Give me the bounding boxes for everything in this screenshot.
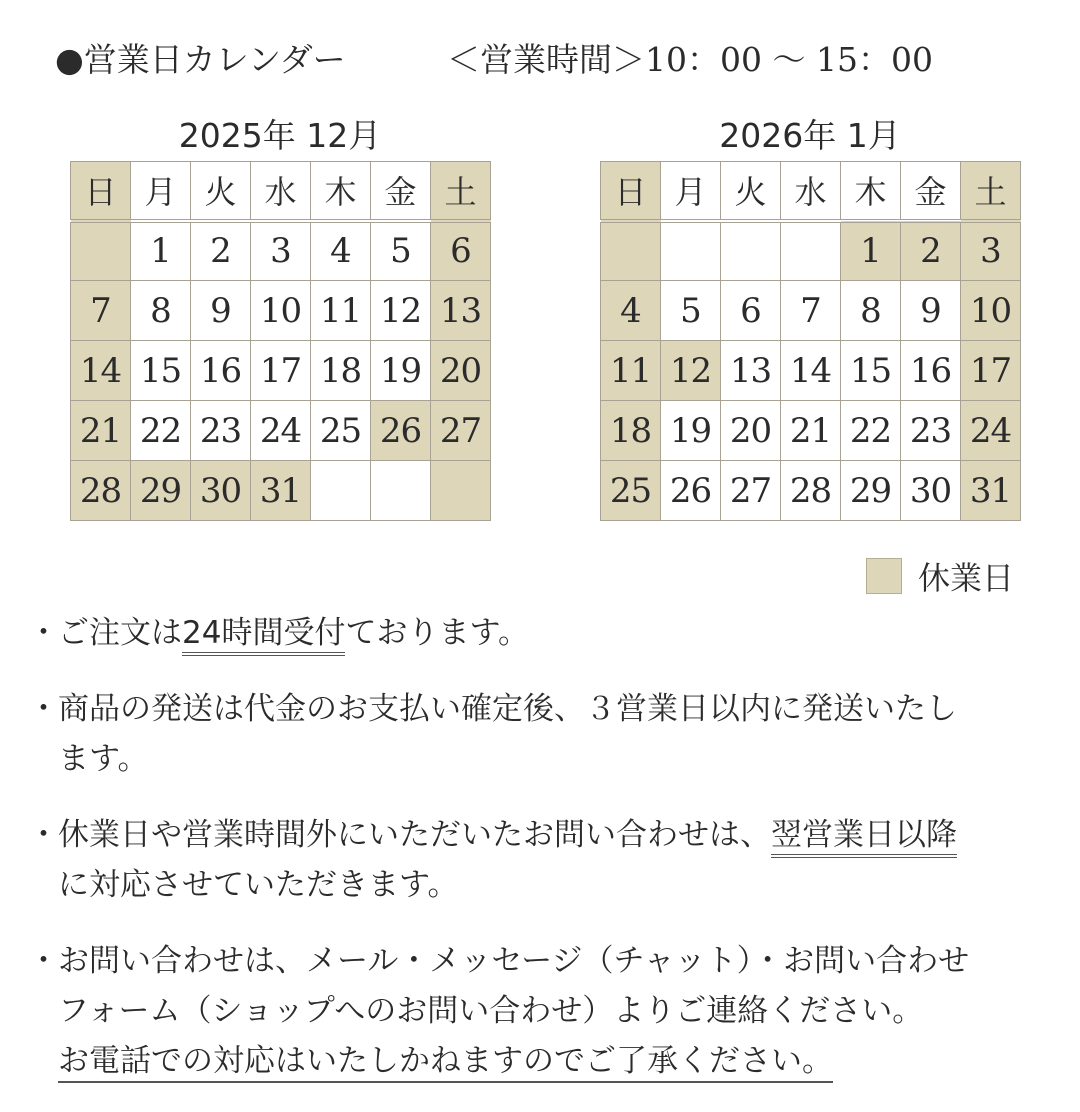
weekday-header: 日	[71, 162, 131, 221]
calendar-day-cell: 23	[901, 401, 961, 461]
calendar-day-cell: 30	[191, 461, 251, 521]
note-bullet: ・	[28, 943, 59, 979]
calendar-day-cell: 7	[781, 281, 841, 341]
calendar-day-cell: 6	[721, 281, 781, 341]
note-text: に対応させていただきます。	[58, 867, 459, 903]
note-text: ます。	[58, 741, 149, 777]
calendar-week-row	[601, 401, 1021, 461]
calendar-day-cell: 24	[961, 401, 1021, 461]
calendar-day-cell: 27	[721, 461, 781, 521]
calendar-day-cell: 7	[71, 281, 131, 341]
calendar-day-cell: 3	[961, 221, 1021, 281]
note-item	[28, 608, 1058, 658]
calendar-day-cell: 19	[371, 341, 431, 401]
weekday-header: 金	[371, 162, 431, 221]
business-hours-time: 10：00 ～ 15：00	[645, 40, 933, 79]
calendar-day-cell: 14	[71, 341, 131, 401]
calendar-empty-cell	[661, 221, 721, 281]
calendar-day-cell: 26	[661, 461, 721, 521]
calendar-day-cell: 18	[601, 401, 661, 461]
holiday-legend-swatch	[866, 558, 902, 594]
note-bullet: ・	[28, 691, 59, 727]
calendar-day-cell: 5	[661, 281, 721, 341]
weekday-header: 月	[661, 162, 721, 221]
calendar-day-cell: 28	[71, 461, 131, 521]
calendar-day-cell: 22	[841, 401, 901, 461]
calendar-day-cell: 10	[961, 281, 1021, 341]
holiday-legend	[866, 556, 1014, 596]
calendar-day-cell: 28	[781, 461, 841, 521]
weekday-header: 月	[131, 162, 191, 221]
note-text: お問い合わせは、メール・メッセージ（チャット）・お問い合わせ	[58, 943, 970, 979]
note-text: ております。	[345, 615, 529, 651]
calendar-day-cell: 31	[251, 461, 311, 521]
calendar-day-cell: 4	[601, 281, 661, 341]
calendar-day-cell: 3	[251, 221, 311, 281]
calendar-empty-cell	[71, 221, 131, 281]
calendar-week-row	[601, 221, 1021, 281]
calendar-day-cell: 9	[191, 281, 251, 341]
note-text: フォーム（ショップへのお問い合わせ）よりご連絡ください。	[58, 993, 924, 1029]
calendar-day-cell: 10	[251, 281, 311, 341]
calendar-week-row	[71, 461, 491, 521]
calendar-day-cell: 16	[901, 341, 961, 401]
calendar-empty-cell	[371, 461, 431, 521]
weekday-header: 火	[191, 162, 251, 221]
weekday-header-row	[601, 162, 1021, 221]
calendar-empty-cell	[781, 221, 841, 281]
calendar-week-row	[71, 341, 491, 401]
calendar-empty-cell	[431, 461, 491, 521]
calendar-empty-cell	[311, 461, 371, 521]
calendar-day-cell: 12	[661, 341, 721, 401]
business-hours-label: ＜営業時間＞	[447, 40, 645, 79]
business-hours	[447, 38, 933, 82]
calendar-day-cell: 29	[131, 461, 191, 521]
calendar-day-cell: 25	[311, 401, 371, 461]
calendar-empty-cell	[601, 221, 661, 281]
calendar-day-cell: 13	[431, 281, 491, 341]
note-item	[28, 684, 1058, 784]
note-item	[28, 810, 1058, 910]
calendar-day-cell: 9	[901, 281, 961, 341]
note-bullet: ・	[28, 615, 59, 651]
calendar-day-cell: 11	[601, 341, 661, 401]
calendar-day-cell: 19	[661, 401, 721, 461]
calendar-day-cell: 30	[901, 461, 961, 521]
calendar-day-cell: 14	[781, 341, 841, 401]
calendar-day-cell: 18	[311, 341, 371, 401]
weekday-header: 金	[901, 162, 961, 221]
calendar-day-cell: 17	[251, 341, 311, 401]
weekday-header: 木	[841, 162, 901, 221]
calendar-day-cell: 24	[251, 401, 311, 461]
calendar-empty-cell	[721, 221, 781, 281]
calendar-day-cell: 31	[961, 461, 1021, 521]
weekday-header: 火	[721, 162, 781, 221]
weekday-header: 木	[311, 162, 371, 221]
weekday-header: 土	[431, 162, 491, 221]
calendar-day-cell: 21	[781, 401, 841, 461]
weekday-header-row	[71, 162, 491, 221]
calendar-week-row	[601, 341, 1021, 401]
holiday-legend-label: 休業日	[918, 559, 1015, 597]
note-item	[28, 936, 1058, 1086]
calendar-day-cell: 8	[131, 281, 191, 341]
calendar-day-cell: 5	[371, 221, 431, 281]
weekday-header: 日	[601, 162, 661, 221]
weekday-header: 水	[781, 162, 841, 221]
calendar-jan-2026	[600, 161, 1021, 521]
calendar-week-row	[71, 281, 491, 341]
note-text: 休業日や営業時間外にいただいたお問い合わせは、	[58, 817, 771, 853]
calendar-week-row	[71, 401, 491, 461]
calendar-week-row	[71, 221, 491, 281]
notes-list	[28, 608, 1058, 1112]
calendar-day-cell: 21	[71, 401, 131, 461]
page-header	[55, 38, 933, 82]
page-title: ●営業日カレンダー	[55, 40, 346, 79]
calendar-day-cell: 20	[431, 341, 491, 401]
calendar-day-cell: 22	[131, 401, 191, 461]
calendar-day-cell: 13	[721, 341, 781, 401]
calendar-dec-2025	[70, 161, 491, 521]
calendar-title-dec-2025: 2025年 12月	[178, 116, 382, 155]
calendar-week-row	[601, 281, 1021, 341]
calendar-day-cell: 26	[371, 401, 431, 461]
calendar-day-cell: 8	[841, 281, 901, 341]
note-highlight-next-business-day: 翌営業日以降	[771, 817, 957, 858]
calendar-day-cell: 23	[191, 401, 251, 461]
calendar-day-cell: 2	[191, 221, 251, 281]
note-bullet: ・	[28, 817, 59, 853]
calendar-day-cell: 1	[841, 221, 901, 281]
calendar-day-cell: 27	[431, 401, 491, 461]
calendar-day-cell: 6	[431, 221, 491, 281]
calendar-day-cell: 20	[721, 401, 781, 461]
calendar-day-cell: 12	[371, 281, 431, 341]
calendar-day-cell: 4	[311, 221, 371, 281]
calendar-week-row	[601, 461, 1021, 521]
note-text: ご注文は	[58, 615, 182, 651]
calendar-day-cell: 16	[191, 341, 251, 401]
calendar-day-cell: 25	[601, 461, 661, 521]
calendar-day-cell: 1	[131, 221, 191, 281]
calendar-title-jan-2026: 2026年 1月	[719, 116, 901, 155]
calendar-day-cell: 15	[131, 341, 191, 401]
calendar-day-cell: 11	[311, 281, 371, 341]
calendar-day-cell: 17	[961, 341, 1021, 401]
calendar-day-cell: 2	[901, 221, 961, 281]
note-highlight-no-phone: お電話での対応はいたしかねますのでご了承ください。	[58, 1043, 833, 1083]
note-text: 商品の発送は代金のお支払い確定後、３営業日以内に発送いたし	[58, 691, 957, 727]
weekday-header: 水	[251, 162, 311, 221]
calendar-day-cell: 29	[841, 461, 901, 521]
note-highlight-24h: 24時間受付	[182, 615, 345, 656]
calendar-day-cell: 15	[841, 341, 901, 401]
weekday-header: 土	[961, 162, 1021, 221]
